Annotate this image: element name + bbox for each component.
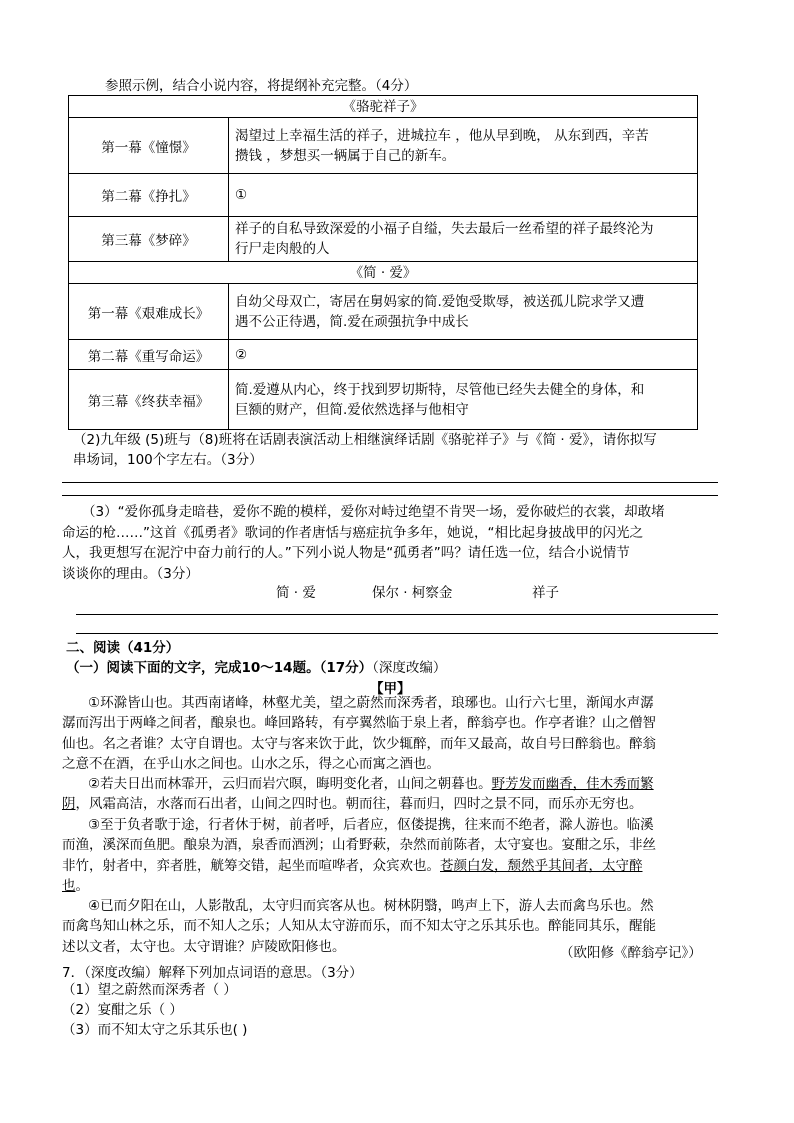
passage-label: 【甲】 xyxy=(370,681,411,697)
underlined-sentence: 苍颜白发，颓然乎其间者，太守醉 xyxy=(440,857,643,874)
question-instruction: 参照示例，结合小说内容，将提纲补充完整。（4分） xyxy=(105,78,418,94)
passage-paragraph-4: ④已而夕阳在山，人影散乱，太守归而宾客从也。树林阴翳，鸣声上下，游人去而禽鸟乐也。然 而禽鸟知山林之乐，而不知人之乐；人知从太守游而乐，而不知太守之乐其乐也。醉能同其乐，醒能 述以文者，太守也。太守谓谁？庐陵欧阳修也。 xyxy=(62,898,656,955)
act-label: 第三幕《终获幸福》 xyxy=(69,370,229,430)
table-row xyxy=(69,174,698,217)
table-row xyxy=(69,340,698,370)
act-label: 第二幕《挣扎》 xyxy=(69,174,229,217)
underlined-sentence: 野芳发而幽香，佳木秀而繁 xyxy=(491,776,654,792)
answer-line[interactable] xyxy=(76,633,718,634)
answer-line[interactable] xyxy=(62,495,718,496)
passage-paragraph-2: ②若夫日出而林霏开，云归而岩穴暝，晦明变化者，山间之朝暮也。野芳发而幽香，佳木秀而繁 阴，风霜高洁，水落而石出者，山间之四时也。朝而往，暮而归，四时之景不同，而乐亦无穷也。 xyxy=(62,776,654,813)
part-heading: （一）阅读下面的文字，完成10～14题。（17分）（深度改编） xyxy=(66,660,447,676)
table-row xyxy=(69,370,698,430)
answer-line[interactable] xyxy=(62,482,718,483)
question-3: （3）“爱你孤身走暗巷，爱你不跪的模样，爱你对峙过绝望不肯哭一场，爱你破烂的衣裳，却敢堵 命运的枪……”这首《孤勇者》歌词的作者唐恬与癌症抗争多年，她说，“相比起身披战甲的闪光之 人，我更想写在泥泞中奋力前行的人。”下列小说人物是“孤勇者”吗？请任选一位，结合小说情节 谈谈你的理由。（3分） xyxy=(62,504,665,582)
q7-item[interactable]: （2）宴酣之乐（ ） xyxy=(62,1002,183,1018)
answer-line[interactable] xyxy=(76,614,718,615)
act-label: 第一幕《艰难成长》 xyxy=(69,284,229,340)
passage-paragraph-1: ①环滁皆山也。其西南诸峰，林壑尤美，望之蔚然而深秀者，琅琊也。山行六七里，渐闻水声潺 潺而泻出于两峰之间者，酿泉也。峰回路转，有亭翼然临于泉上者，醉翁亭也。作亭者谁？山之僧智 仙也。名之者谁？太守自谓也。太守与客来饮于此，饮少辄醉，而年又最高，故自号曰醉翁也。醉翁 之意不在酒，在乎山水之间也。山水之乐，得之心而寓之酒也。 xyxy=(62,695,656,772)
q7-item[interactable]: （1）望之蔚然而深秀者（ ） xyxy=(62,982,237,998)
option-xiangzi: 祥子 xyxy=(532,585,559,601)
question-7-items xyxy=(62,980,247,1040)
underlined-sentence: 阴 xyxy=(62,796,76,813)
act-label: 第三幕《梦碎》 xyxy=(69,217,229,262)
act-content: 简.爱遵从内心，终于找到罗切斯特，尽管他已经失去健全的身体，和 巨额的财产，但简.爱依然选择与他相守 xyxy=(229,370,698,430)
option-pavel-korchagin: 保尔 · 柯察金 xyxy=(372,585,453,601)
section-title: 二、阅读（41分） xyxy=(66,640,180,656)
table-title-jane-eyre: 《简 · 爱》 xyxy=(69,262,698,284)
underlined-sentence: 也 xyxy=(62,877,76,894)
answer-blank-1[interactable]: ① xyxy=(229,174,698,217)
act-label: 第一幕《憧憬》 xyxy=(69,118,229,174)
question-2: （2)九年级 (5)班与（8)班将在话剧表演活动上相继演绎话剧《骆驼祥子》与《简 · 爱》，请你拟写 串场词，100个字左右。（3分） xyxy=(73,432,657,469)
act-content: 渴望过上幸福生活的祥子，进城拉车 ，他从早到晚， 从东到西，辛苦 攒钱 ，梦想买一辆属于自己的新车。 xyxy=(229,118,698,174)
passage-source: （欧阳修《醉翁亭记》） xyxy=(560,945,702,961)
act-content: 自幼父母双亡，寄居在舅妈家的简.爱饱受欺辱，被送孤儿院求学又遭 遇不公正待遇，简.爱在顽强抗争中成长 xyxy=(229,284,698,340)
act-label: 第二幕《重写命运》 xyxy=(69,340,229,370)
table-title-camel-xiangzi: 《骆驼祥子》 xyxy=(69,96,698,118)
option-jane-eyre: 简 · 爱 xyxy=(276,585,316,601)
q7-item[interactable]: （3）而不知太守之乐其乐也( ) xyxy=(62,1022,248,1038)
table-row xyxy=(69,217,698,262)
answer-blank-2[interactable]: ② xyxy=(229,340,698,370)
outline-table xyxy=(68,95,698,430)
act-content: 祥子的自私导致深爱的小福子自缢，失去最后一丝希望的祥子最终沦为 行尸走肉般的人 xyxy=(229,217,698,262)
question-7-title: 7．（深度改编）解释下列加点词语的意思。（3分） xyxy=(62,965,363,981)
passage-paragraph-3: ③至于负者歌于途，行者休于树，前者呼，后者应，伛偻提携，往来而不绝者，滁人游也。临溪 而渔，溪深而鱼肥。酿泉为酒，泉香而酒洌；山肴野蔌，杂然而前陈者，太守宴也。宴酣之乐，非丝 非竹，射者中，弈者胜，觥筹交错，起坐而喧哗者，众宾欢也。苍颜白发，颓然乎其间者，太守醉 也。 xyxy=(62,817,656,894)
table-row xyxy=(69,284,698,340)
table-row xyxy=(69,118,698,174)
